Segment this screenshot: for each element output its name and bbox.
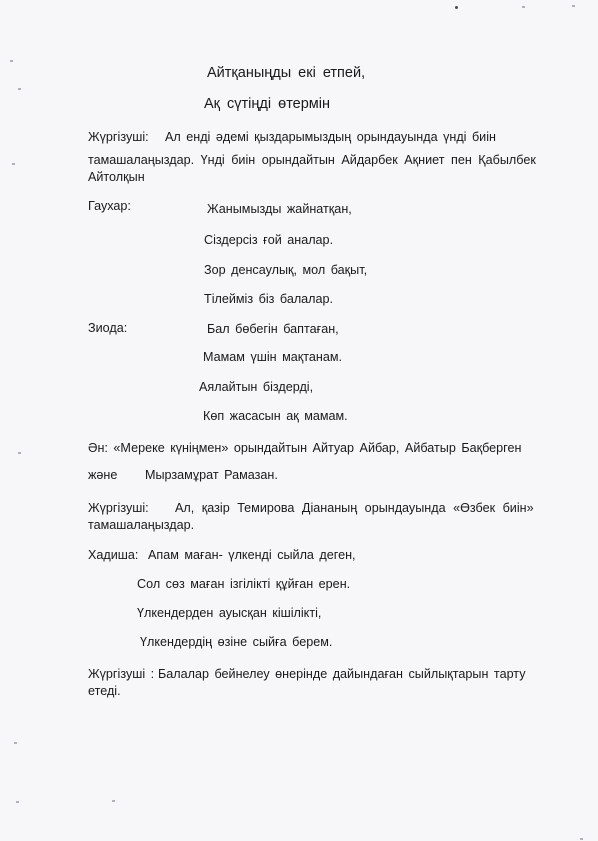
host-text-3b: етеді. [88,684,121,698]
scan-speck [10,60,13,62]
title-line-1: Айтқаныңды екі етпей, [207,65,366,81]
scan-speck [18,452,21,454]
verse-gauhar-4: Тілейміз біз балалар. [204,292,334,306]
verse-zioda-3: Аялайтын біздерді, [199,380,314,394]
verse-hadisha-3: Үлкендерден ауысқан кішілікті, [137,606,322,620]
verse-zioda-4: Көп жасасын ақ мамам. [203,409,348,423]
host-text-1a: Ал енді әдемі қыздарымыздың орындауында үнді биін [165,130,496,144]
speaker-zioda: Зиода: [88,321,128,335]
verse-zioda-1: Бал бөбегін баптаған, [207,322,339,336]
scan-speck [580,838,583,840]
host-text-3a: Балалар бейнелеу өнерінде дайындаған сыйлықтарын тарту [158,667,526,681]
verse-hadisha-4: Үлкендердің өзіне сыйға берем. [140,635,333,649]
song-line-2a: және [88,468,118,482]
verse-hadisha-2: Сол сөз маған ізгілікті құйған ерен. [137,577,351,591]
host-text-1b: тамашалаңыздар. Үнді биін орындайтын Айдарбек Ақниет пен Қабылбек [88,153,536,167]
scan-speck [18,88,21,90]
verse-zioda-2: Мамам үшін мақтанам. [203,350,343,364]
host-label-2: Жүргізуші: [88,501,149,515]
scan-speck [12,163,15,165]
scan-speck [14,742,17,744]
scan-speck [522,6,525,8]
speaker-hadisha: Хадиша: [88,548,139,562]
host-text-1c: Айтолқын [88,170,145,184]
speaker-gauhar: Гаухар: [88,199,131,213]
verse-hadisha-1: Апам маған- үлкенді сыйла деген, [148,548,356,562]
scan-speck [455,6,458,9]
host-label-3: Жүргізуші : [88,667,155,681]
scan-speck [572,5,575,7]
scan-speck [112,800,115,802]
title-line-2: Ақ сүтіңді өтермін [204,96,330,112]
verse-gauhar-3: Зор денсаулық, мол бақыт, [204,263,368,277]
scan-speck [16,801,19,803]
verse-gauhar-1: Жанымызды жайнатқан, [207,202,352,216]
song-line-1: Ән: «Мереке күніңмен» орындайтын Айтуар Айбар, Айбатыр Бақберген [88,441,522,455]
host-text-2a: Ал, қазір Темирова Дiананың орындауында «Өзбек биін» [175,501,534,515]
host-label-1: Жүргізуші: [88,130,149,144]
verse-gauhar-2: Сіздерсіз ғой аналар. [204,233,334,247]
host-text-2b: тамашалаңыздар. [88,518,195,532]
song-line-2b: Мырзамұрат Рамазан. [145,468,278,482]
